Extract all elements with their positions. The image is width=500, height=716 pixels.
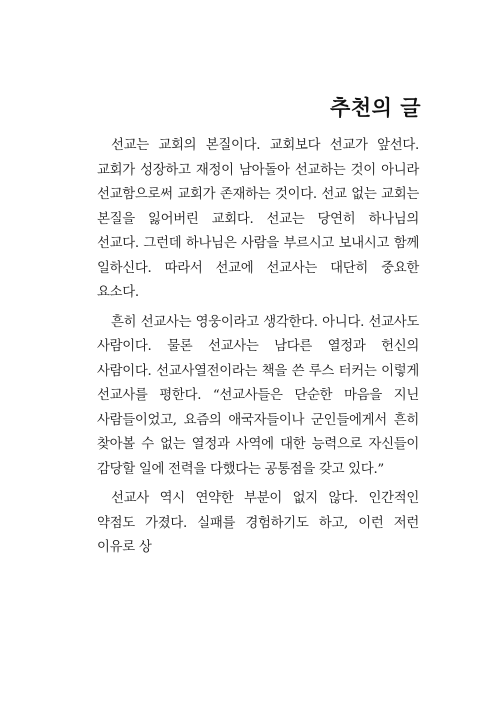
paragraph-1: 선교는 교회의 본질이다. 교회보다 선교가 앞선다. 교회가 성장하고 재정이 남아돌아 선교하는 것이 아니라 선교함으로써 교회가 존재하는 것이다. 선교 없는 교회는 본질을 잃어버린 교회다. 선교는 당연히 하나님의 선교다. 그런데 하나님은 사람을 부르시고 보내시고 함께 일하신다. 따라서 선교에 선교사는 대단히 중요한 요소다. (97, 138, 419, 300)
body-text (97, 134, 419, 566)
paragraph-2: 흔히 선교사는 영웅이라고 생각한다. 아니다. 선교사도 사람이다. 물론 선교사는 남다른 열정과 헌신의 사람이다. 선교사열전이라는 책을 쓴 루스 터커는 이렇게 선교사를 평한다. “선교사들은 단순한 마음을 지닌 사람들이었고, 요즘의 애국자들이나 군인들에게서 흔히 찾아볼 수 없는 열정과 사역에 대한 능력으로 자신들이 감당할 일에 전력을 다했다는 공통점을 갖고 있다.” (97, 314, 419, 477)
section-title: 추천의 글 (330, 96, 421, 120)
paragraph-3: 선교사 역시 연약한 부분이 없지 않다. 인간적인 약점도 가졌다. 실패를 경험하기도 하고, 이런 저런 이유로 상 (97, 491, 419, 555)
